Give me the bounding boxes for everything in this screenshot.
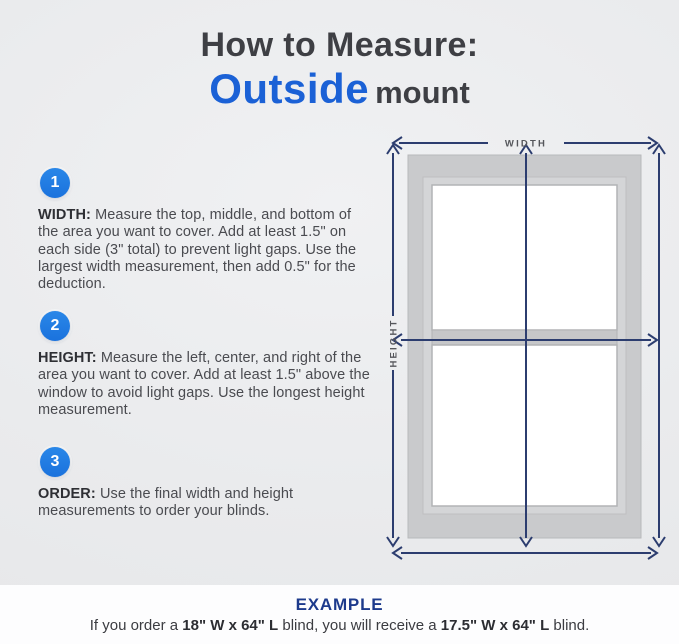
example-order-size: 18" W x 64" L [182, 617, 279, 634]
window-upper-glass [432, 185, 617, 330]
width-dimension-label: WIDTH [504, 138, 548, 150]
step-1-body: Measure the top, middle, and bottom of the area you want to cover. Add at least 1.5" on each side (3" total) to prevent light gaps. Use the largest width measurement, then add 0.5" for the deduction. [38, 207, 357, 293]
window-lower-glass [432, 345, 617, 506]
step-3-body: Use the final width and height measurements to order your blinds. [38, 486, 294, 520]
step-2-label: HEIGHT: [38, 350, 97, 366]
step-2 [38, 311, 375, 419]
window-measurement-diagram [385, 133, 667, 565]
title-block [0, 27, 679, 113]
step-3 [38, 447, 375, 521]
subtitle-rest: mount [375, 75, 470, 111]
example-sentence [0, 617, 679, 634]
step-2-number-badge: 2 [40, 311, 70, 341]
page-title: How to Measure: [200, 26, 479, 64]
window-middle-rail [432, 330, 617, 345]
step-1-text [38, 207, 375, 293]
width-arrow-bottom [393, 547, 657, 559]
height-dimension-label: HEIGHT [388, 318, 400, 368]
example-suffix: blind. [549, 617, 590, 634]
page-subtitle [0, 66, 679, 112]
step-3-number-badge: 3 [40, 447, 70, 477]
height-arrow-right [653, 145, 665, 546]
step-1-number-badge: 1 [40, 168, 70, 198]
example-heading: EXAMPLE [295, 595, 384, 614]
example-middle: blind, you will receive a [278, 617, 441, 634]
example-prefix: If you order a [89, 617, 183, 634]
window-illustration [408, 155, 641, 538]
step-2-text [38, 350, 375, 419]
step-1-label: WIDTH: [38, 207, 91, 223]
step-3-text [38, 486, 375, 521]
subtitle-highlight: Outside [209, 65, 370, 113]
step-2-body: Measure the left, center, and right of the area you want to cover. Add at least 1.5" above the window to avoid light gaps. Use the longest height measurement. [38, 350, 370, 418]
step-1 [38, 168, 375, 293]
example-receive-size: 17.5" W x 64" L [440, 617, 550, 634]
example-footer [0, 585, 679, 644]
step-3-label: ORDER: [38, 486, 96, 502]
